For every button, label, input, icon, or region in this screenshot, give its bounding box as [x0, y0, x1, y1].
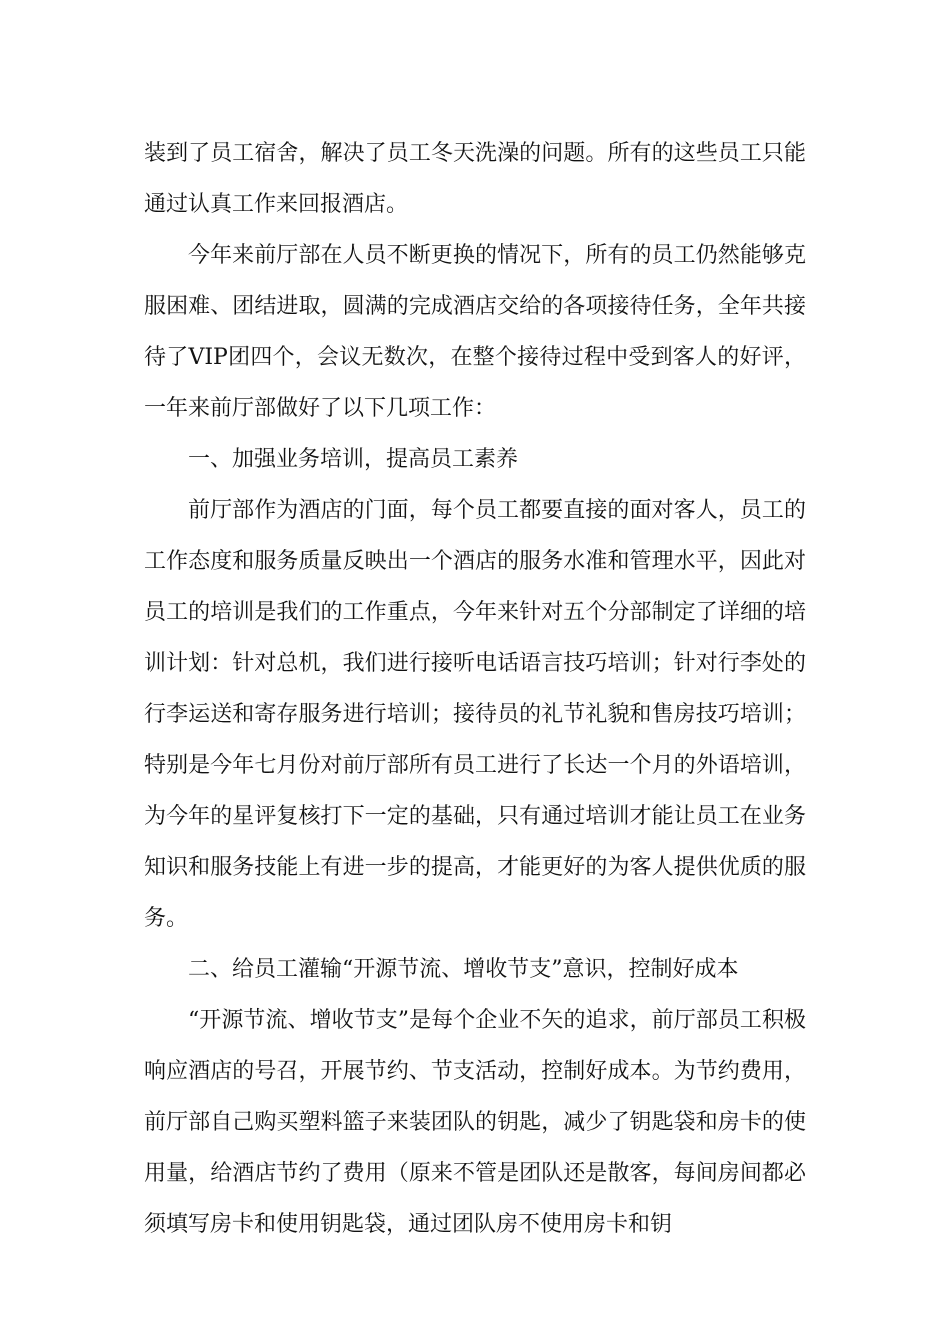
- document-body: [144, 128, 806, 1250]
- paragraph-continuation: 装到了员工宿舍，解决了员工冬天洗澡的问题。所有的这些员工只能通过认真工作来回报酒店。: [144, 141, 806, 217]
- section-heading: 二、给员工灌输“开源节流、增收节支”意识，控制好成本: [188, 957, 739, 982]
- paragraph-body: “开源节流、增收节支”是每个企业不矢的追求，前厅部员工积极响应酒店的号召，开展节约、节支活动，控制好成本。为节约费用，前厅部自己购买塑料篮子来装团队的钥匙，减少了钥匙袋和房卡的使用量，给酒店节约了费用（原来不管是团队还是散客，每间房间都必须填写房卡和使用钥匙袋，通过团队房不使用房卡和钥: [144, 1008, 806, 1237]
- paragraph-body: 前厅部作为酒店的门面，每个员工都要直接的面对客人，员工的工作态度和服务质量反映出一个酒店的服务水准和管理水平，因此对员工的培训是我们的工作重点，今年来针对五个分部制定了详细的培训计划：针对总机，我们进行接听电话语言技巧培训；针对行李处的行李运送和寄存服务进行培训；接待员的礼节礼貌和售房技巧培训；特别是今年七月份对前厅部所有员工进行了长达一个月的外语培训，为今年的星评复核打下一定的基础，只有通过培训才能让员工在业务知识和服务技能上有进一步的提高，才能更好的为客人提供优质的服务。: [144, 498, 806, 931]
- section-heading: 一、加强业务培训，提高员工素养: [188, 447, 519, 472]
- paragraph-body: 今年来前厅部在人员不断更换的情况下，所有的员工仍然能够克服困难、团结进取，圆满的完成酒店交给的各项接待任务，全年共接待了VIP团四个，会议无数次，在整个接待过程中受到客人的好评，一年来前厅部做好了以下几项工作：: [144, 243, 806, 421]
